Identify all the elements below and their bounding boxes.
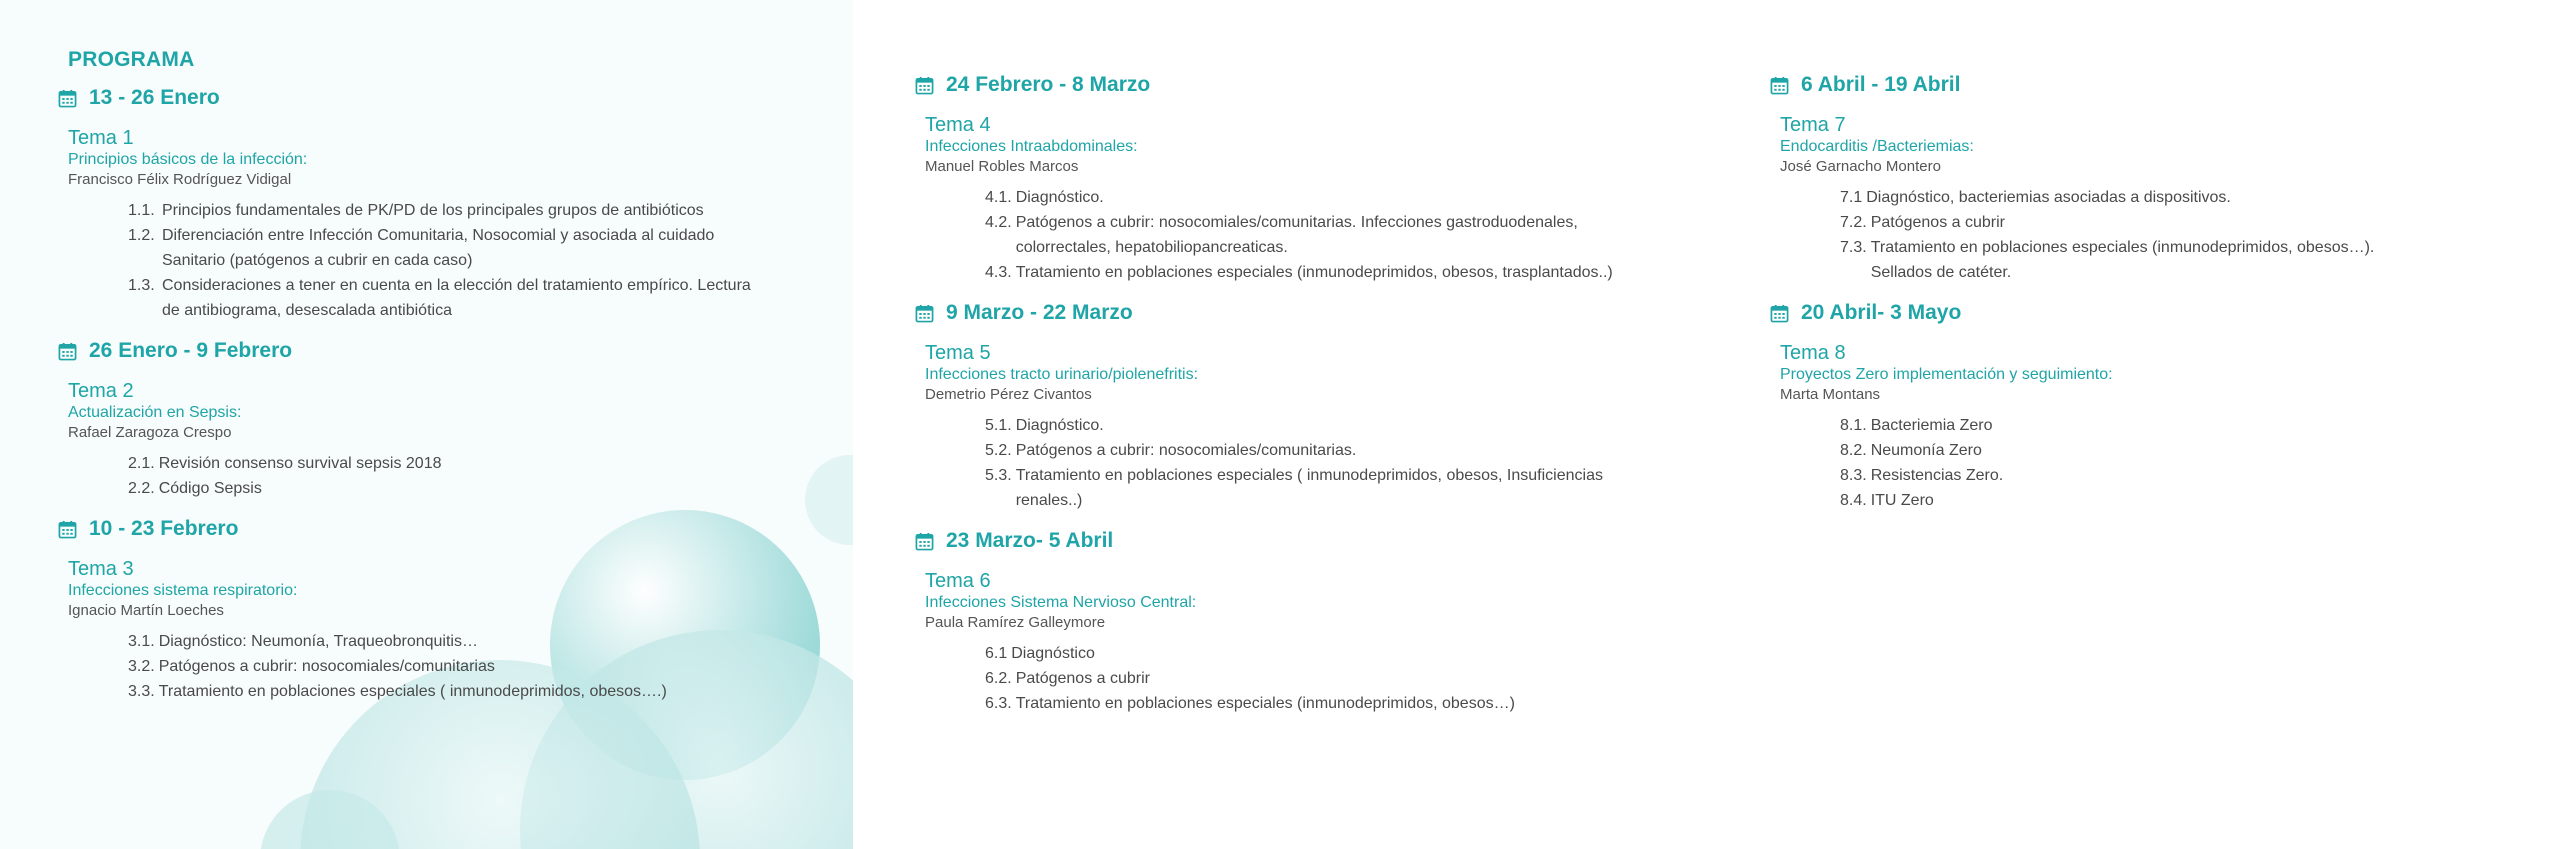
item-text: Código Sepsis	[158, 480, 262, 497]
tema-title: Tema 4	[925, 114, 991, 136]
middle-column	[915, 73, 1675, 732]
item-number: 1.1.	[128, 202, 155, 219]
tema-subtitle: Infecciones tracto urinario/piolenefritis:	[925, 366, 1199, 383]
calendar-icon	[915, 304, 934, 323]
item-number: 8.4.	[1840, 492, 1867, 509]
date-range: 26 Enero - 9 Febrero	[89, 339, 293, 362]
program-title: PROGRAMA	[68, 48, 195, 71]
tema	[925, 569, 1675, 716]
module-block	[58, 86, 818, 323]
list-item	[128, 629, 768, 654]
module-block	[58, 339, 818, 501]
item-number: 5.2.	[985, 442, 1012, 459]
tema-title: Tema 7	[1780, 114, 1846, 136]
item-text: Diagnóstico, bacteriemias asociadas a dispositivos.	[1866, 189, 2231, 206]
date-row	[58, 517, 818, 541]
tema	[68, 557, 818, 704]
calendar-icon	[58, 342, 77, 361]
tema	[925, 113, 1675, 285]
item-number: 7.1	[1840, 189, 1863, 206]
tema-title: Tema 5	[925, 342, 991, 364]
item-text: Patógenos a cubrir: nosocomiales/comunitarias.	[1015, 442, 1357, 459]
list-item	[985, 260, 1665, 285]
item-text: Diagnóstico.	[1015, 417, 1104, 434]
item-number: 5.1.	[985, 417, 1012, 434]
date-range: 13 - 26 Enero	[89, 86, 220, 109]
module-block	[915, 529, 1675, 716]
module-block	[1770, 301, 2530, 513]
tema	[1780, 341, 2530, 513]
tema-title: Tema 6	[925, 570, 991, 592]
item-text: Patógenos a cubrir: nosocomiales/comunitarias. Infecciones gastroduodenales, colorrectales, hepatobiliopancreaticas.	[1015, 214, 1578, 256]
topic-list	[985, 185, 1665, 285]
date-row	[915, 301, 1675, 325]
speaker-name: Manuel Robles Marcos	[925, 158, 1079, 175]
middle-panel	[853, 0, 1710, 849]
item-number: 3.1.	[128, 633, 155, 650]
tema	[68, 126, 818, 323]
item-text: Tratamiento en poblaciones especiales ( inmunodeprimidos, obesos….)	[158, 683, 667, 700]
list-item	[128, 476, 768, 501]
topic-list	[128, 451, 768, 501]
list-item	[1840, 463, 2430, 488]
date-range: 9 Marzo - 22 Marzo	[946, 301, 1133, 324]
date-row	[1770, 301, 2530, 325]
tema-subtitle: Principios básicos de la infección:	[68, 151, 308, 168]
left-column	[58, 48, 818, 720]
item-text: Bacteriemia Zero	[1870, 417, 1993, 434]
tema-subtitle: Proyectos Zero implementación y seguimiento:	[1780, 366, 2113, 383]
list-item	[985, 463, 1665, 513]
date-row	[58, 86, 818, 110]
topic-list	[985, 641, 1665, 716]
list-item	[985, 210, 1665, 260]
list-item	[985, 666, 1665, 691]
date-range: 10 - 23 Febrero	[89, 517, 239, 540]
list-item	[985, 185, 1665, 210]
speaker-name: Ignacio Martín Loeches	[68, 602, 224, 619]
list-item	[1840, 438, 2430, 463]
list-item	[1840, 210, 2430, 235]
item-text: Revisión consenso survival sepsis 2018	[158, 455, 442, 472]
date-row	[1770, 73, 2530, 97]
calendar-icon	[1770, 76, 1789, 95]
tema-subtitle: Infecciones sistema respiratorio:	[68, 582, 298, 599]
item-text: Neumonía Zero	[1870, 442, 1982, 459]
speaker-name: Marta Montans	[1780, 386, 1881, 403]
item-text: Patógenos a cubrir	[1015, 670, 1150, 687]
calendar-icon	[1770, 304, 1789, 323]
tema-subtitle: Infecciones Sistema Nervioso Central:	[925, 594, 1197, 611]
item-text: ITU Zero	[1870, 492, 1934, 509]
list-item	[1840, 235, 2430, 285]
item-number: 7.2.	[1840, 214, 1867, 231]
item-text: Diferenciación entre Infección Comunitaria, Nosocomial y asociada al cuidado Sanitario (patógenos a cubrir en cada caso)	[162, 227, 715, 269]
tema-subtitle: Endocarditis /Bacteriemias:	[1780, 138, 1974, 155]
speaker-name: Demetrio Pérez Civantos	[925, 386, 1092, 403]
item-number: 3.3.	[128, 683, 155, 700]
item-number: 5.3.	[985, 467, 1012, 484]
item-number: 8.1.	[1840, 417, 1867, 434]
list-item	[1840, 488, 2430, 513]
calendar-icon	[915, 532, 934, 551]
list-item	[985, 691, 1665, 716]
tema-subtitle: Actualización en Sepsis:	[68, 404, 242, 421]
item-number: 1.2.	[128, 227, 155, 244]
item-text: Diagnóstico.	[1015, 189, 1104, 206]
item-number: 6.3.	[985, 695, 1012, 712]
item-text: Patógenos a cubrir: nosocomiales/comunitarias	[158, 658, 495, 675]
speaker-name: Paula Ramírez Galleymore	[925, 614, 1106, 631]
topic-list	[128, 629, 768, 704]
date-row	[58, 339, 818, 363]
tema	[925, 341, 1675, 513]
item-number: 1.3.	[128, 277, 155, 294]
date-row	[915, 73, 1675, 97]
item-text: Tratamiento en poblaciones especiales (inmunodeprimidos, obesos…). Sellados de catéter.	[1870, 239, 2375, 281]
left-panel	[0, 0, 853, 849]
right-column	[1770, 73, 2530, 529]
list-item	[1840, 413, 2430, 438]
tema-title: Tema 3	[68, 558, 134, 580]
speaker-name: Francisco Félix Rodríguez Vidigal	[68, 171, 292, 188]
topic-list	[1840, 185, 2430, 285]
tema	[1780, 113, 2530, 285]
item-text: Resistencias Zero.	[1870, 467, 2004, 484]
topic-list	[1840, 413, 2430, 513]
topic-list	[985, 413, 1665, 513]
speaker-name: Rafael Zaragoza Crespo	[68, 424, 232, 441]
list-item	[985, 641, 1665, 666]
tema-subtitle: Infecciones Intraabdominales:	[925, 138, 1138, 155]
date-range: 20 Abril- 3 Mayo	[1801, 301, 1962, 324]
item-number: 8.3.	[1840, 467, 1867, 484]
tema-title: Tema 8	[1780, 342, 1846, 364]
item-text: Patógenos a cubrir	[1870, 214, 2005, 231]
item-text: Tratamiento en poblaciones especiales ( inmunodeprimidos, obesos, Insuficiencias renales..)	[1015, 467, 1603, 509]
item-number: 4.1.	[985, 189, 1012, 206]
item-number: 4.2.	[985, 214, 1012, 231]
calendar-icon	[915, 76, 934, 95]
module-block	[58, 517, 818, 704]
list-item	[128, 451, 768, 476]
item-number: 8.2.	[1840, 442, 1867, 459]
right-panel	[1710, 0, 2560, 849]
tema	[68, 379, 818, 501]
item-text: Tratamiento en poblaciones especiales (inmunodeprimidos, obesos, trasplantados..)	[1015, 264, 1613, 281]
topic-list	[128, 198, 768, 323]
item-number: 7.3.	[1840, 239, 1867, 256]
list-item	[1840, 185, 2430, 210]
module-block	[915, 301, 1675, 513]
date-range: 6 Abril - 19 Abril	[1801, 73, 1961, 96]
item-number: 6.1	[985, 645, 1008, 662]
list-item	[985, 413, 1665, 438]
item-number: 6.2.	[985, 670, 1012, 687]
item-text: Tratamiento en poblaciones especiales (inmunodeprimidos, obesos…)	[1015, 695, 1515, 712]
date-row	[915, 529, 1675, 553]
list-item	[128, 654, 768, 679]
date-range: 24 Febrero - 8 Marzo	[946, 73, 1151, 96]
list-item	[128, 198, 768, 223]
item-text: Diagnóstico	[1011, 645, 1095, 662]
item-text: Consideraciones a tener en cuenta en la elección del tratamiento empírico. Lectura de antibiograma, desescalada antibiótica	[162, 277, 751, 319]
item-number: 2.2.	[128, 480, 155, 497]
speaker-name: José Garnacho Montero	[1780, 158, 1941, 175]
date-range: 23 Marzo- 5 Abril	[946, 529, 1114, 552]
item-number: 3.2.	[128, 658, 155, 675]
tema-title: Tema 1	[68, 127, 134, 149]
module-block	[1770, 73, 2530, 285]
list-item	[985, 438, 1665, 463]
tema-title: Tema 2	[68, 380, 134, 402]
item-number: 4.3.	[985, 264, 1012, 281]
list-item	[128, 273, 768, 323]
item-text: Principios fundamentales de PK/PD de los principales grupos de antibióticos	[162, 202, 704, 219]
item-number: 2.1.	[128, 455, 155, 472]
module-block	[915, 73, 1675, 285]
calendar-icon	[58, 520, 77, 539]
calendar-icon	[58, 89, 77, 108]
list-item	[128, 679, 768, 704]
item-text: Diagnóstico: Neumonía, Traqueobronquitis…	[158, 633, 478, 650]
list-item	[128, 223, 768, 273]
